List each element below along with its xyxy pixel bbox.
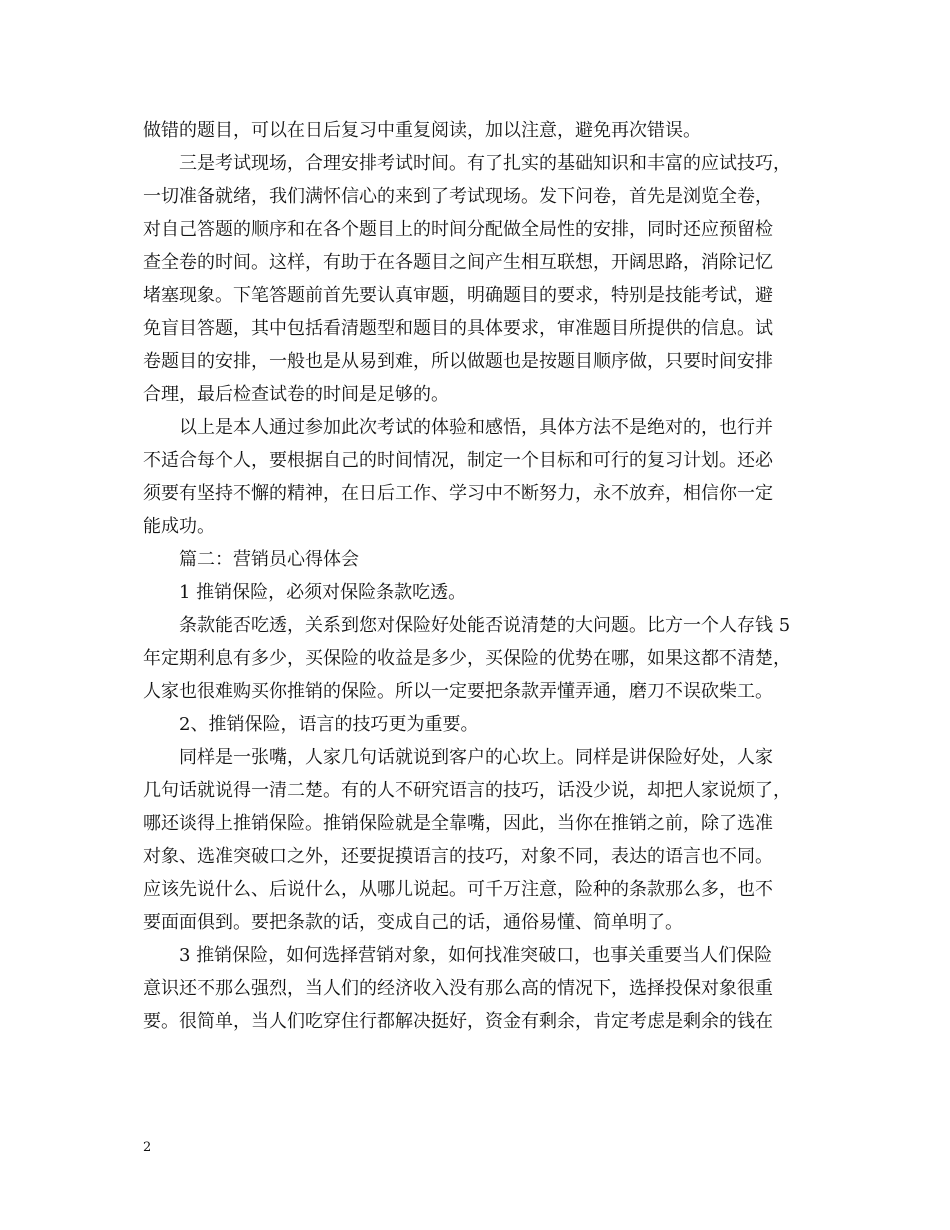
text-line: 免盲目答题，其中包括看清题型和题目的具体要求，审准题目所提供的信息。试	[143, 318, 773, 339]
text-line: 同样是一张嘴，人家几句话就说到客户的心坎上。同样是讲保险好处，人家	[179, 747, 773, 768]
text-line: 卷题目的安排，一般也是从易到难，所以做题也是按题目顺序做，只要时间安排	[143, 351, 773, 372]
text-line: 能成功。	[143, 516, 215, 537]
text-line: 一切准备就绪，我们满怀信心的来到了考试现场。发下问卷，首先是浏览全卷，	[143, 186, 773, 207]
text-line: 对象、选准突破口之外，还要捉摸语言的技巧，对象不同，表达的语言也不同。	[143, 846, 773, 867]
text-line: 做错的题目，可以在日后复习中重复阅读，加以注意，避免再次错误。	[143, 120, 701, 141]
page-number: 2	[143, 1140, 152, 1155]
text-line: 2、推销保险，语言的技巧更为重要。	[179, 714, 479, 735]
text-line: 条款能否吃透，关系到您对保险好处能否说清楚的大问题。比方一个人存钱 5	[179, 615, 791, 636]
text-line: 年定期利息有多少，买保险的收益是多少，买保险的优势在哪，如果这都不清楚，	[143, 648, 791, 669]
text-line: 要。很简单，当人们吃穿住行都解决挺好，资金有剩余，肯定考虑是剩余的钱在	[143, 1011, 773, 1032]
text-line: 以上是本人通过参加此次考试的体验和感悟，具体方法不是绝对的，也行并	[179, 417, 773, 438]
text-line: 对自己答题的顺序和在各个题目上的时间分配做全局性的安排，同时还应预留检	[143, 219, 773, 240]
text-line: 须要有坚持不懈的精神，在日后工作、学习中不断努力，永不放弃，相信你一定	[143, 483, 773, 504]
text-line: 意识还不那么强烈，当人们的经济收入没有那么高的情况下，选择投保对象很重	[143, 978, 773, 999]
text-line: 不适合每个人，要根据自己的时间情况，制定一个目标和可行的复习计划。还必	[143, 450, 773, 471]
text-line: 应该先说什么、后说什么，从哪儿说起。可千万注意，险种的条款那么多，也不	[143, 879, 773, 900]
text-line: 哪还谈得上推销保险。推销保险就是全靠嘴，因此，当你在推销之前，除了选准	[143, 813, 773, 834]
text-line: 3 推销保险，如何选择营销对象，如何找准突破口，也事关重要当人们保险	[179, 945, 773, 966]
section-heading: 篇二：营销员心得体会	[179, 549, 359, 570]
text-line: 人家也很难购买你推销的保险。所以一定要把条款弄懂弄通，磨刀不误砍柴工。	[143, 681, 773, 702]
text-line: 查全卷的时间。这样，有助于在各题目之间产生相互联想，开阔思路，消除记忆	[143, 252, 773, 273]
text-line: 堵塞现象。下笔答题前首先要认真审题，明确题目的要求，特别是技能考试，避	[143, 285, 773, 306]
text-line: 要面面俱到。要把条款的话，变成自己的话，通俗易懂、简单明了。	[143, 912, 683, 933]
text-line: 三是考试现场，合理安排考试时间。有了扎实的基础知识和丰富的应试技巧，	[179, 153, 791, 174]
text-line: 1 推销保险，必须对保险条款吃透。	[179, 582, 467, 603]
text-line: 几句话就说得一清二楚。有的人不研究语言的技巧，话没少说，却把人家说烦了，	[143, 780, 791, 801]
text-line: 合理，最后检查试卷的时间是足够的。	[143, 384, 449, 405]
